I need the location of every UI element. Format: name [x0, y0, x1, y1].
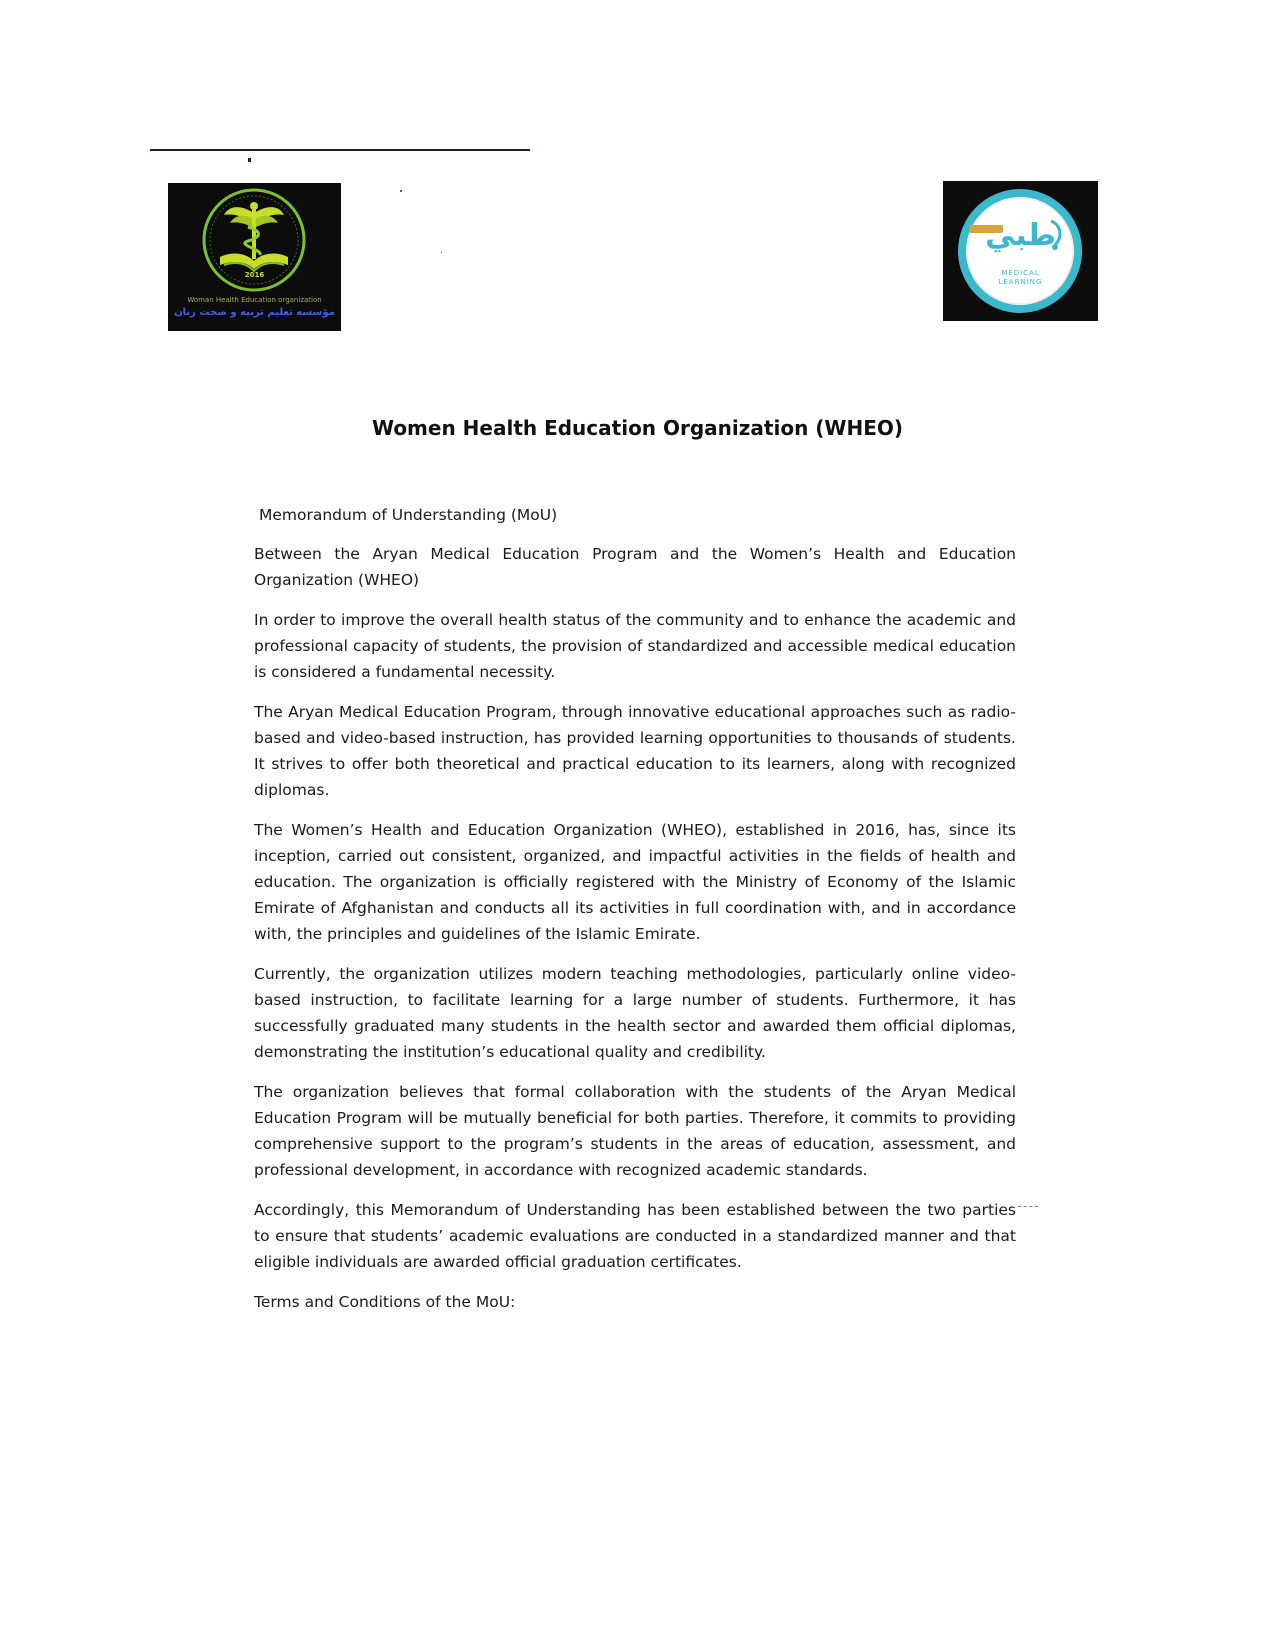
paragraph-aryan-program: The Aryan Medical Education Program, through innovative educational approaches such as radio-based and video-based instruction, has provided learning opportunities to thousands of students. It strives to offer both theoretical and practical education to its learners, along with recognized diplomas. [254, 703, 1016, 799]
header-rule [150, 149, 530, 151]
scan-speck [441, 252, 442, 253]
document-body [254, 541, 1016, 1329]
wheo-logo [168, 183, 341, 331]
mou-label: Memorandum of Understanding (MoU) [259, 506, 558, 524]
paragraph-wheo-background: The Women’s Health and Education Organization (WHEO), established in 2016, has, since its inception, carried out consistent, organized, and impactful activities in the fields of health and education. The organization is officially registered with the Ministry of Economy of the Islamic Emirate of Afghanistan and conducts all its activities in full coordination with, and in accordance with, the principles and guidelines of the Islamic Emirate. [254, 821, 1016, 943]
scan-speck [400, 190, 402, 192]
paragraph-purpose: In order to improve the overall health status of the community and to enhance the academic and professional capacity of students, the provision of standardized and accessible medical education is considered a fundamental necessity. [254, 611, 1016, 681]
medical-learning-logo-subtitle [943, 269, 1098, 287]
medical-learning-logo-line2: LEARNING [998, 278, 1043, 286]
wheo-logo-name-fa: مؤسسه تعلیم تربیه و صحت زنان [174, 307, 335, 318]
paragraph-accordingly: Accordingly, this Memorandum of Understanding has been established between the two parties to ensure that students’ academic evaluations are conducted in a standardized manner and that eligible individuals are awarded official graduation certificates. [254, 1201, 1016, 1271]
document-title: Women Health Education Organization (WHEO) [371, 416, 904, 440]
header-rule-mark [248, 158, 251, 162]
margin-mark [1018, 1206, 1038, 1208]
terms-heading: Terms and Conditions of the MoU: [254, 1293, 516, 1311]
wheo-logo-year: 2016 [244, 271, 265, 279]
medical-learning-logo [943, 181, 1098, 321]
medical-learning-logo-word: طبي [985, 218, 1056, 253]
paragraph-collaboration: The organization believes that formal collaboration with the students of the Aryan Medical Education Program will be mutually beneficial for both parties. Therefore, it commits to providing comprehensive support to the program’s students in the areas of education, assessment, and professional development, in accordance with recognized academic standards. [254, 1083, 1016, 1179]
paragraph-methodology: Currently, the organization utilizes modern teaching methodologies, particularly online video-based instruction, to facilitate learning for a large number of students. Furthermore, it has successfully graduated many students in the health sector and awarded them official diplomas, demonstrating the institution’s educational quality and credibility. [254, 965, 1016, 1061]
paragraph-parties: Between the Aryan Medical Education Program and the Women’s Health and Education Organization (WHEO) [254, 545, 1016, 589]
medical-learning-logo-line1: MEDICAL [1001, 269, 1040, 277]
wheo-logo-name-en: Woman Health Education organization [187, 296, 322, 304]
